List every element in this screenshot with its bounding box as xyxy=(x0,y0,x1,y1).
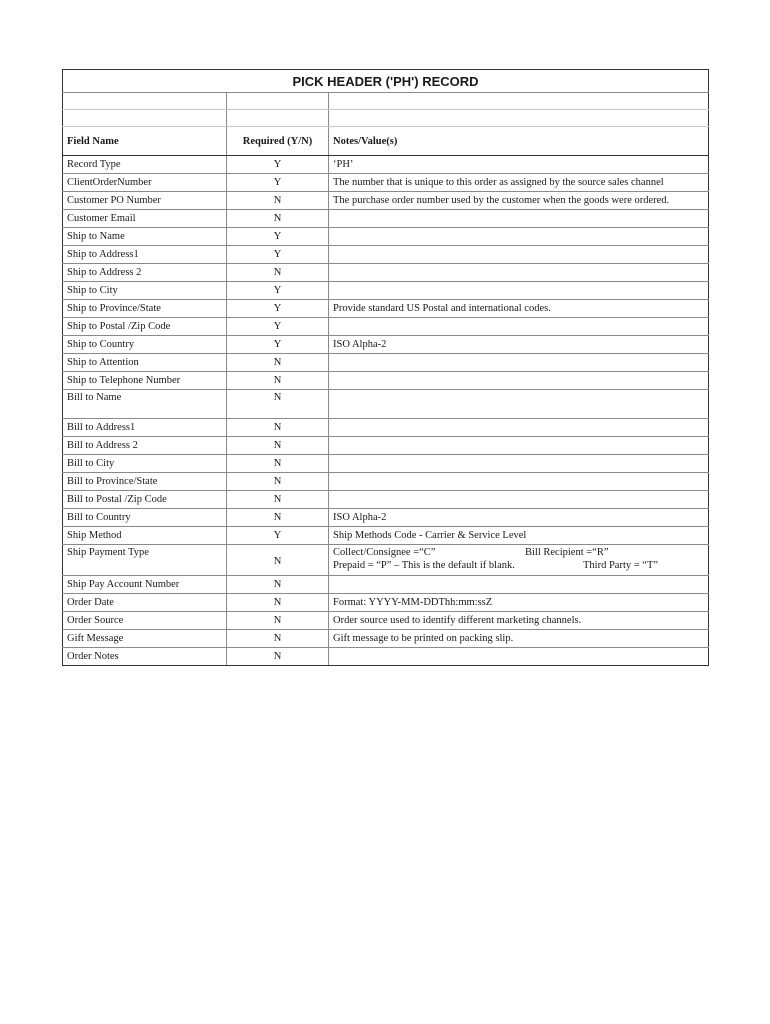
notes-cell xyxy=(329,576,709,594)
required-cell: N xyxy=(227,545,329,576)
required-cell: N xyxy=(227,473,329,491)
required-cell: N xyxy=(227,390,329,419)
notes-cell xyxy=(329,246,709,264)
empty-cell xyxy=(63,110,227,127)
empty-cell xyxy=(329,110,709,127)
table-row xyxy=(63,354,709,372)
empty-cell xyxy=(227,93,329,110)
field-name-cell: Bill to Country xyxy=(63,509,227,527)
table-row xyxy=(63,419,709,437)
required-cell: Y xyxy=(227,156,329,174)
table-row xyxy=(63,612,709,630)
header-notes: Notes/Value(s) xyxy=(329,127,709,156)
field-name-cell: Ship Payment Type xyxy=(63,545,227,576)
notes-cell xyxy=(329,318,709,336)
field-name-cell: Bill to City xyxy=(63,455,227,473)
notes-cell xyxy=(329,419,709,437)
field-name-cell: Order Date xyxy=(63,594,227,612)
notes-cell xyxy=(329,390,709,419)
notes-cell: ISO Alpha-2 xyxy=(329,509,709,527)
required-cell: N xyxy=(227,192,329,210)
table-row xyxy=(63,372,709,390)
table-row xyxy=(63,648,709,666)
field-name-cell: Record Type xyxy=(63,156,227,174)
field-name-cell: Gift Message xyxy=(63,630,227,648)
required-cell: N xyxy=(227,372,329,390)
required-cell: Y xyxy=(227,527,329,545)
table-row xyxy=(63,264,709,282)
notes-cell: Order source used to identify different marketing channels. xyxy=(329,612,709,630)
blank-row xyxy=(63,110,709,127)
column-header-row xyxy=(63,127,709,156)
table-row xyxy=(63,192,709,210)
page-title: PICK HEADER ('PH') RECORD xyxy=(63,70,709,93)
table-row xyxy=(63,246,709,264)
table-row xyxy=(63,156,709,174)
table-row xyxy=(63,300,709,318)
table-row xyxy=(63,491,709,509)
field-name-cell: Ship to Telephone Number xyxy=(63,372,227,390)
field-name-cell: Order Source xyxy=(63,612,227,630)
field-name-cell: Customer Email xyxy=(63,210,227,228)
required-cell: N xyxy=(227,612,329,630)
required-cell: Y xyxy=(227,300,329,318)
table-row xyxy=(63,576,709,594)
table-row xyxy=(63,527,709,545)
required-cell: N xyxy=(227,576,329,594)
notes-cell xyxy=(329,354,709,372)
table-row xyxy=(63,630,709,648)
notes-cell xyxy=(329,372,709,390)
field-name-cell: Ship to City xyxy=(63,282,227,300)
field-name-cell: Ship to Country xyxy=(63,336,227,354)
notes-cell xyxy=(329,473,709,491)
field-name-cell: Ship to Address1 xyxy=(63,246,227,264)
required-cell: N xyxy=(227,354,329,372)
notes-cell xyxy=(329,545,709,576)
notes-cell xyxy=(329,648,709,666)
table-row xyxy=(63,473,709,491)
table-row xyxy=(63,594,709,612)
field-name-cell: Bill to Address1 xyxy=(63,419,227,437)
title-row xyxy=(63,70,709,93)
required-cell: N xyxy=(227,210,329,228)
required-cell: N xyxy=(227,437,329,455)
notes-cell: ISO Alpha-2 xyxy=(329,336,709,354)
payment-bill-recipient-note: Bill Recipient =“R” xyxy=(525,547,609,558)
field-name-cell: Bill to Name xyxy=(63,390,227,419)
table-row xyxy=(63,390,709,419)
field-name-cell: Ship to Attention xyxy=(63,354,227,372)
required-cell: N xyxy=(227,264,329,282)
field-name-cell: Bill to Address 2 xyxy=(63,437,227,455)
required-cell: Y xyxy=(227,246,329,264)
table-row xyxy=(63,228,709,246)
table-row xyxy=(63,282,709,300)
notes-cell: ‘PH’ xyxy=(329,156,709,174)
notes-cell: Gift message to be printed on packing slip. xyxy=(329,630,709,648)
table-row xyxy=(63,545,709,576)
required-cell: N xyxy=(227,648,329,666)
spreadsheet-page xyxy=(62,69,708,666)
field-name-cell: Ship Pay Account Number xyxy=(63,576,227,594)
notes-cell xyxy=(329,455,709,473)
field-name-cell: Customer PO Number xyxy=(63,192,227,210)
table-row xyxy=(63,437,709,455)
payment-type-notes xyxy=(333,547,704,575)
field-name-cell: Bill to Postal /Zip Code xyxy=(63,491,227,509)
table-row xyxy=(63,455,709,473)
required-cell: N xyxy=(227,491,329,509)
required-cell: Y xyxy=(227,228,329,246)
required-cell: Y xyxy=(227,174,329,192)
table-row xyxy=(63,318,709,336)
table-row xyxy=(63,509,709,527)
required-cell: Y xyxy=(227,336,329,354)
empty-cell xyxy=(63,93,227,110)
notes-cell xyxy=(329,264,709,282)
notes-cell: Format: YYYY-MM-DDThh:mm:ssZ xyxy=(329,594,709,612)
empty-cell xyxy=(329,93,709,110)
notes-cell xyxy=(329,210,709,228)
payment-third-party-note: Third Party = “T” xyxy=(583,560,659,571)
field-name-cell: Bill to Province/State xyxy=(63,473,227,491)
table-row xyxy=(63,174,709,192)
field-name-cell: Ship to Postal /Zip Code xyxy=(63,318,227,336)
header-field-name: Field Name xyxy=(63,127,227,156)
table-row xyxy=(63,210,709,228)
notes-cell xyxy=(329,437,709,455)
notes-cell xyxy=(329,228,709,246)
required-cell: Y xyxy=(227,282,329,300)
table-row xyxy=(63,336,709,354)
field-name-cell: Ship to Name xyxy=(63,228,227,246)
required-cell: N xyxy=(227,455,329,473)
pick-header-table xyxy=(62,69,709,666)
notes-cell xyxy=(329,282,709,300)
notes-cell: The number that is unique to this order as assigned by the source sales channel xyxy=(329,174,709,192)
required-cell: N xyxy=(227,630,329,648)
field-name-cell: Order Notes xyxy=(63,648,227,666)
field-name-cell: Ship to Address 2 xyxy=(63,264,227,282)
required-cell: Y xyxy=(227,318,329,336)
header-required: Required (Y/N) xyxy=(227,127,329,156)
required-cell: N xyxy=(227,509,329,527)
field-name-cell: Ship to Province/State xyxy=(63,300,227,318)
payment-collect-note: Collect/Consignee =“C” xyxy=(333,547,436,558)
required-cell: N xyxy=(227,594,329,612)
empty-cell xyxy=(227,110,329,127)
notes-cell: Provide standard US Postal and international codes. xyxy=(329,300,709,318)
notes-cell xyxy=(329,491,709,509)
payment-prepaid-note: Prepaid = “P” – This is the default if blank. xyxy=(333,560,515,571)
blank-row xyxy=(63,93,709,110)
required-cell: N xyxy=(227,419,329,437)
notes-cell: The purchase order number used by the customer when the goods were ordered. xyxy=(329,192,709,210)
field-name-cell: Ship Method xyxy=(63,527,227,545)
field-name-cell: ClientOrderNumber xyxy=(63,174,227,192)
notes-cell: Ship Methods Code - Carrier & Service Level xyxy=(329,527,709,545)
